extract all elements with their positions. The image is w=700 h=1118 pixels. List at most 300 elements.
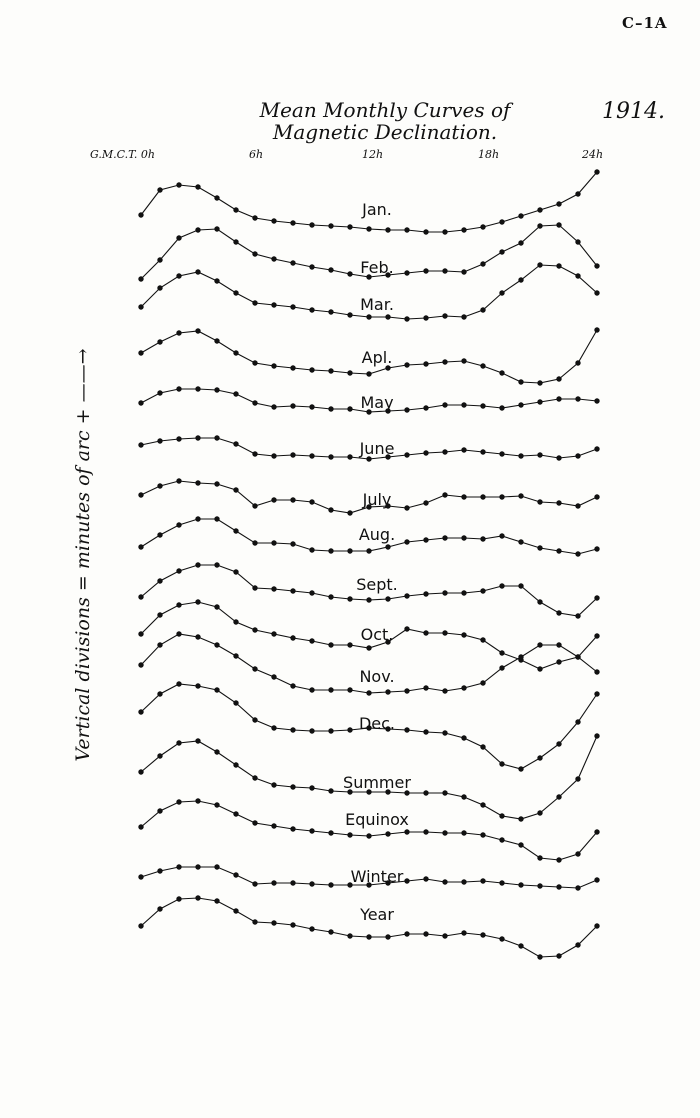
data-point-jan-0h	[138, 212, 143, 217]
curve-label-nov: Nov.	[359, 667, 395, 686]
data-point-feb-5h	[233, 239, 238, 244]
data-point-mar-5h	[233, 290, 238, 295]
data-point-summer-16h	[442, 790, 447, 795]
data-point-feb-19h	[499, 249, 504, 254]
data-point-dec-5h	[233, 700, 238, 705]
data-point-nov-16h	[442, 688, 447, 693]
data-point-aug-9h	[309, 547, 314, 552]
data-point-aug-1h	[157, 532, 162, 537]
data-point-jan-4h	[214, 195, 219, 200]
data-point-sept-1h	[157, 578, 162, 583]
data-point-apl-21h	[537, 380, 542, 385]
data-point-sept-19h	[499, 583, 504, 588]
data-point-winter-2h	[176, 864, 181, 869]
data-point-winter-15h	[423, 876, 428, 881]
data-point-july-9h	[309, 499, 314, 504]
data-point-equinox-22h	[556, 857, 561, 862]
data-point-june-11h	[347, 454, 352, 459]
data-point-nov-7h	[271, 674, 276, 679]
data-point-feb-7h	[271, 256, 276, 261]
data-point-feb-8h	[290, 260, 295, 265]
data-point-equinox-12h	[366, 833, 371, 838]
x-tick-0h: G.M.C.T. 0h	[90, 148, 155, 161]
data-point-oct-21h	[537, 666, 542, 671]
data-point-dec-1h	[157, 691, 162, 696]
x-tick-24h: 24h	[582, 148, 604, 161]
data-point-feb-3h	[195, 227, 200, 232]
data-point-winter-3h	[195, 864, 200, 869]
data-point-year-0h	[138, 923, 143, 928]
data-point-july-22h	[556, 500, 561, 505]
data-point-aug-10h	[328, 548, 333, 553]
data-point-june-15h	[423, 450, 428, 455]
data-point-aug-11h	[347, 548, 352, 553]
data-point-sept-20h	[518, 583, 523, 588]
data-point-equinox-2h	[176, 799, 181, 804]
data-point-sept-9h	[309, 590, 314, 595]
data-point-oct-1h	[157, 612, 162, 617]
data-point-dec-9h	[309, 728, 314, 733]
data-point-oct-19h	[499, 650, 504, 655]
data-point-july-20h	[518, 493, 523, 498]
data-point-sept-13h	[385, 596, 390, 601]
y-axis-label: Vertical divisions = minutes of arc + ——→	[72, 348, 94, 762]
data-point-summer-9h	[309, 785, 314, 790]
data-point-winter-1h	[157, 868, 162, 873]
data-point-sept-3h	[195, 562, 200, 567]
data-point-dec-24h	[594, 691, 599, 696]
data-point-summer-6h	[252, 775, 257, 780]
data-point-aug-8h	[290, 541, 295, 546]
data-point-dec-6h	[252, 717, 257, 722]
data-point-july-4h	[214, 481, 219, 486]
data-point-summer-24h	[594, 733, 599, 738]
data-point-nov-10h	[328, 687, 333, 692]
curve-label-dec: Dec.	[358, 714, 396, 733]
data-point-mar-24h	[594, 290, 599, 295]
data-point-summer-17h	[461, 794, 466, 799]
data-point-nov-21h	[537, 642, 542, 647]
data-point-may-10h	[328, 406, 333, 411]
data-point-sept-6h	[252, 585, 257, 590]
data-point-summer-3h	[195, 738, 200, 743]
data-point-aug-7h	[271, 540, 276, 545]
data-point-year-12h	[366, 934, 371, 939]
data-point-apl-7h	[271, 363, 276, 368]
data-point-may-16h	[442, 402, 447, 407]
data-point-equinox-17h	[461, 830, 466, 835]
data-point-aug-22h	[556, 548, 561, 553]
data-point-jan-10h	[328, 223, 333, 228]
data-point-winter-8h	[290, 880, 295, 885]
data-point-winter-6h	[252, 881, 257, 886]
data-point-aug-21h	[537, 545, 542, 550]
data-point-oct-12h	[366, 645, 371, 650]
data-point-dec-2h	[176, 681, 181, 686]
data-point-sept-5h	[233, 569, 238, 574]
data-point-dec-4h	[214, 687, 219, 692]
data-point-sept-10h	[328, 594, 333, 599]
data-point-oct-16h	[442, 630, 447, 635]
data-point-jan-15h	[423, 229, 428, 234]
data-point-june-14h	[404, 452, 409, 457]
data-point-year-3h	[195, 895, 200, 900]
data-point-dec-16h	[442, 730, 447, 735]
data-point-aug-12h	[366, 548, 371, 553]
data-point-may-3h	[195, 386, 200, 391]
data-point-feb-14h	[404, 270, 409, 275]
data-point-dec-7h	[271, 725, 276, 730]
data-point-summer-19h	[499, 813, 504, 818]
data-point-mar-6h	[252, 300, 257, 305]
data-point-year-6h	[252, 919, 257, 924]
data-point-dec-22h	[556, 741, 561, 746]
data-point-aug-15h	[423, 537, 428, 542]
data-point-apl-6h	[252, 360, 257, 365]
data-point-summer-22h	[556, 794, 561, 799]
curve-jan	[138, 169, 599, 234]
data-point-winter-18h	[480, 878, 485, 883]
data-point-summer-4h	[214, 749, 219, 754]
data-point-may-15h	[423, 405, 428, 410]
data-point-may-19h	[499, 405, 504, 410]
data-point-equinox-18h	[480, 832, 485, 837]
chart-title-line-1: Mean Monthly Curves of	[259, 98, 511, 122]
data-point-sept-17h	[461, 590, 466, 595]
data-point-apl-2h	[176, 330, 181, 335]
data-point-year-8h	[290, 922, 295, 927]
data-point-aug-6h	[252, 540, 257, 545]
curve-label-summer: Summer	[343, 773, 411, 792]
data-point-may-5h	[233, 391, 238, 396]
data-point-july-24h	[594, 494, 599, 499]
data-point-equinox-5h	[233, 811, 238, 816]
data-point-nov-13h	[385, 689, 390, 694]
curve-label-equinox: Equinox	[345, 810, 409, 829]
data-point-mar-8h	[290, 304, 295, 309]
data-point-apl-10h	[328, 368, 333, 373]
data-point-winter-14h	[404, 878, 409, 883]
data-point-equinox-15h	[423, 829, 428, 834]
data-point-apl-20h	[518, 379, 523, 384]
data-point-june-18h	[480, 449, 485, 454]
data-point-mar-13h	[385, 314, 390, 319]
data-point-mar-15h	[423, 315, 428, 320]
curve-label-may: May	[360, 393, 394, 412]
data-point-equinox-23h	[575, 851, 580, 856]
data-point-june-17h	[461, 447, 466, 452]
data-point-summer-0h	[138, 769, 143, 774]
data-point-apl-0h	[138, 350, 143, 355]
data-point-apl-24h	[594, 327, 599, 332]
data-point-year-17h	[461, 930, 466, 935]
data-point-mar-18h	[480, 307, 485, 312]
data-point-year-7h	[271, 920, 276, 925]
data-point-nov-20h	[518, 654, 523, 659]
data-point-june-16h	[442, 449, 447, 454]
curve-apl	[138, 327, 599, 385]
data-point-feb-16h	[442, 268, 447, 273]
data-point-winter-7h	[271, 880, 276, 885]
data-point-july-16h	[442, 492, 447, 497]
data-point-apl-15h	[423, 361, 428, 366]
data-point-july-17h	[461, 494, 466, 499]
data-point-dec-18h	[480, 744, 485, 749]
data-point-july-2h	[176, 478, 181, 483]
data-point-mar-3h	[195, 269, 200, 274]
data-point-oct-14h	[404, 626, 409, 631]
data-point-may-2h	[176, 386, 181, 391]
data-point-aug-19h	[499, 533, 504, 538]
data-point-dec-0h	[138, 709, 143, 714]
data-point-equinox-21h	[537, 855, 542, 860]
data-point-june-4h	[214, 435, 219, 440]
data-point-july-19h	[499, 494, 504, 499]
curve-label-july: July	[362, 490, 392, 509]
data-point-year-21h	[537, 954, 542, 959]
data-point-oct-15h	[423, 630, 428, 635]
data-point-jan-21h	[537, 207, 542, 212]
data-point-jan-5h	[233, 207, 238, 212]
data-point-may-18h	[480, 403, 485, 408]
data-point-sept-12h	[366, 597, 371, 602]
plate-id: C–1A	[622, 14, 668, 32]
x-tick-18h: 18h	[478, 148, 500, 161]
data-point-equinox-20h	[518, 842, 523, 847]
data-point-nov-6h	[252, 666, 257, 671]
data-point-oct-8h	[290, 635, 295, 640]
data-point-winter-4h	[214, 864, 219, 869]
data-point-aug-0h	[138, 544, 143, 549]
data-point-oct-18h	[480, 637, 485, 642]
data-point-feb-24h	[594, 263, 599, 268]
data-point-june-10h	[328, 454, 333, 459]
curve-year	[138, 895, 599, 959]
data-point-aug-4h	[214, 516, 219, 521]
data-point-summer-7h	[271, 782, 276, 787]
curve-label-june: June	[359, 439, 395, 458]
data-point-winter-20h	[518, 882, 523, 887]
data-point-feb-4h	[214, 226, 219, 231]
data-point-mar-11h	[347, 312, 352, 317]
data-point-may-22h	[556, 396, 561, 401]
data-point-july-14h	[404, 505, 409, 510]
data-point-mar-20h	[518, 277, 523, 282]
data-point-june-22h	[556, 455, 561, 460]
data-point-sept-15h	[423, 591, 428, 596]
data-point-year-5h	[233, 908, 238, 913]
data-point-summer-5h	[233, 762, 238, 767]
data-point-year-2h	[176, 896, 181, 901]
data-point-apl-3h	[195, 328, 200, 333]
data-point-jan-2h	[176, 182, 181, 187]
data-point-june-21h	[537, 452, 542, 457]
data-point-dec-11h	[347, 727, 352, 732]
data-point-july-5h	[233, 487, 238, 492]
curve-aug	[138, 516, 599, 556]
data-point-dec-17h	[461, 735, 466, 740]
curve-label-mar: Mar.	[360, 295, 394, 314]
x-tick-12h: 12h	[362, 148, 384, 161]
data-point-mar-14h	[404, 316, 409, 321]
data-point-nov-8h	[290, 683, 295, 688]
data-point-nov-1h	[157, 642, 162, 647]
data-point-jan-19h	[499, 219, 504, 224]
data-point-oct-2h	[176, 602, 181, 607]
data-point-sept-22h	[556, 610, 561, 615]
data-point-dec-14h	[404, 727, 409, 732]
data-point-sept-7h	[271, 586, 276, 591]
data-point-mar-0h	[138, 304, 143, 309]
data-point-sept-2h	[176, 568, 181, 573]
data-point-equinox-7h	[271, 823, 276, 828]
data-point-year-22h	[556, 953, 561, 958]
data-point-apl-18h	[480, 363, 485, 368]
data-point-aug-23h	[575, 551, 580, 556]
data-point-summer-10h	[328, 788, 333, 793]
curve-june	[138, 435, 599, 461]
data-point-sept-14h	[404, 593, 409, 598]
data-point-feb-6h	[252, 251, 257, 256]
data-point-year-11h	[347, 933, 352, 938]
curve-label-year: Year	[360, 905, 394, 924]
data-point-aug-13h	[385, 544, 390, 549]
data-point-may-23h	[575, 396, 580, 401]
data-point-mar-10h	[328, 309, 333, 314]
curve-label-apl: Apl.	[361, 348, 393, 367]
data-point-apl-8h	[290, 365, 295, 370]
data-point-apl-14h	[404, 362, 409, 367]
data-point-equinox-8h	[290, 826, 295, 831]
data-point-oct-24h	[594, 633, 599, 638]
data-point-winter-19h	[499, 880, 504, 885]
data-point-may-17h	[461, 402, 466, 407]
data-point-feb-1h	[157, 257, 162, 262]
data-point-june-19h	[499, 451, 504, 456]
data-point-oct-9h	[309, 638, 314, 643]
data-point-year-19h	[499, 936, 504, 941]
data-point-jan-11h	[347, 224, 352, 229]
data-point-apl-11h	[347, 370, 352, 375]
data-point-feb-17h	[461, 269, 466, 274]
data-point-summer-2h	[176, 740, 181, 745]
data-point-jan-13h	[385, 227, 390, 232]
data-point-dec-8h	[290, 727, 295, 732]
data-point-apl-12h	[366, 371, 371, 376]
data-point-may-21h	[537, 399, 542, 404]
curve-may	[138, 386, 599, 414]
data-point-equinox-11h	[347, 832, 352, 837]
data-point-may-8h	[290, 403, 295, 408]
data-point-june-9h	[309, 453, 314, 458]
curve-label-jan: Jan.	[362, 200, 392, 219]
data-point-may-11h	[347, 406, 352, 411]
data-point-june-3h	[195, 435, 200, 440]
data-point-sept-11h	[347, 596, 352, 601]
data-point-july-23h	[575, 503, 580, 508]
data-point-feb-20h	[518, 240, 523, 245]
data-point-sept-24h	[594, 595, 599, 600]
data-point-year-1h	[157, 906, 162, 911]
data-point-nov-14h	[404, 688, 409, 693]
data-point-nov-15h	[423, 685, 428, 690]
data-point-june-8h	[290, 452, 295, 457]
data-point-july-15h	[423, 500, 428, 505]
data-point-nov-4h	[214, 642, 219, 647]
data-point-summer-21h	[537, 810, 542, 815]
data-point-mar-12h	[366, 314, 371, 319]
data-point-dec-15h	[423, 729, 428, 734]
chart-title-line-2: Magnetic Declination.	[272, 120, 498, 144]
data-point-winter-23h	[575, 885, 580, 890]
data-point-july-7h	[271, 497, 276, 502]
data-point-june-20h	[518, 453, 523, 458]
data-point-year-9h	[309, 926, 314, 931]
data-point-nov-18h	[480, 680, 485, 685]
data-point-feb-22h	[556, 222, 561, 227]
data-point-jan-1h	[157, 187, 162, 192]
data-point-sept-18h	[480, 588, 485, 593]
data-point-nov-24h	[594, 669, 599, 674]
data-point-oct-4h	[214, 604, 219, 609]
data-point-sept-16h	[442, 590, 447, 595]
data-point-june-0h	[138, 442, 143, 447]
data-point-jan-20h	[518, 213, 523, 218]
curve-label-aug: Aug.	[358, 525, 396, 544]
data-point-nov-12h	[366, 690, 371, 695]
data-point-sept-4h	[214, 562, 219, 567]
data-point-equinox-3h	[195, 798, 200, 803]
data-point-aug-17h	[461, 535, 466, 540]
data-point-feb-9h	[309, 264, 314, 269]
curve-label-oct: Oct.	[360, 625, 394, 644]
data-point-feb-18h	[480, 261, 485, 266]
data-point-year-15h	[423, 931, 428, 936]
chart-year: 1914.	[602, 99, 665, 124]
data-point-feb-10h	[328, 267, 333, 272]
data-point-equinox-16h	[442, 830, 447, 835]
data-point-dec-21h	[537, 755, 542, 760]
data-point-year-4h	[214, 898, 219, 903]
data-point-mar-23h	[575, 273, 580, 278]
data-point-apl-16h	[442, 359, 447, 364]
data-point-year-18h	[480, 932, 485, 937]
data-point-sept-21h	[537, 599, 542, 604]
data-point-apl-4h	[214, 338, 219, 343]
data-point-summer-18h	[480, 802, 485, 807]
data-point-may-4h	[214, 387, 219, 392]
data-point-dec-3h	[195, 683, 200, 688]
curve-july	[138, 478, 599, 515]
curve-label-sept: Sept.	[356, 575, 398, 594]
data-point-may-6h	[252, 400, 257, 405]
data-point-mar-16h	[442, 313, 447, 318]
data-point-oct-17h	[461, 632, 466, 637]
data-point-oct-0h	[138, 631, 143, 636]
data-point-year-13h	[385, 934, 390, 939]
curve-oct	[138, 599, 599, 671]
data-point-july-1h	[157, 483, 162, 488]
data-point-jan-12h	[366, 226, 371, 231]
data-point-jan-8h	[290, 220, 295, 225]
data-point-apl-5h	[233, 350, 238, 355]
data-point-summer-8h	[290, 784, 295, 789]
data-point-nov-2h	[176, 631, 181, 636]
data-point-year-20h	[518, 943, 523, 948]
data-point-summer-15h	[423, 790, 428, 795]
data-point-feb-0h	[138, 276, 143, 281]
data-point-summer-23h	[575, 776, 580, 781]
